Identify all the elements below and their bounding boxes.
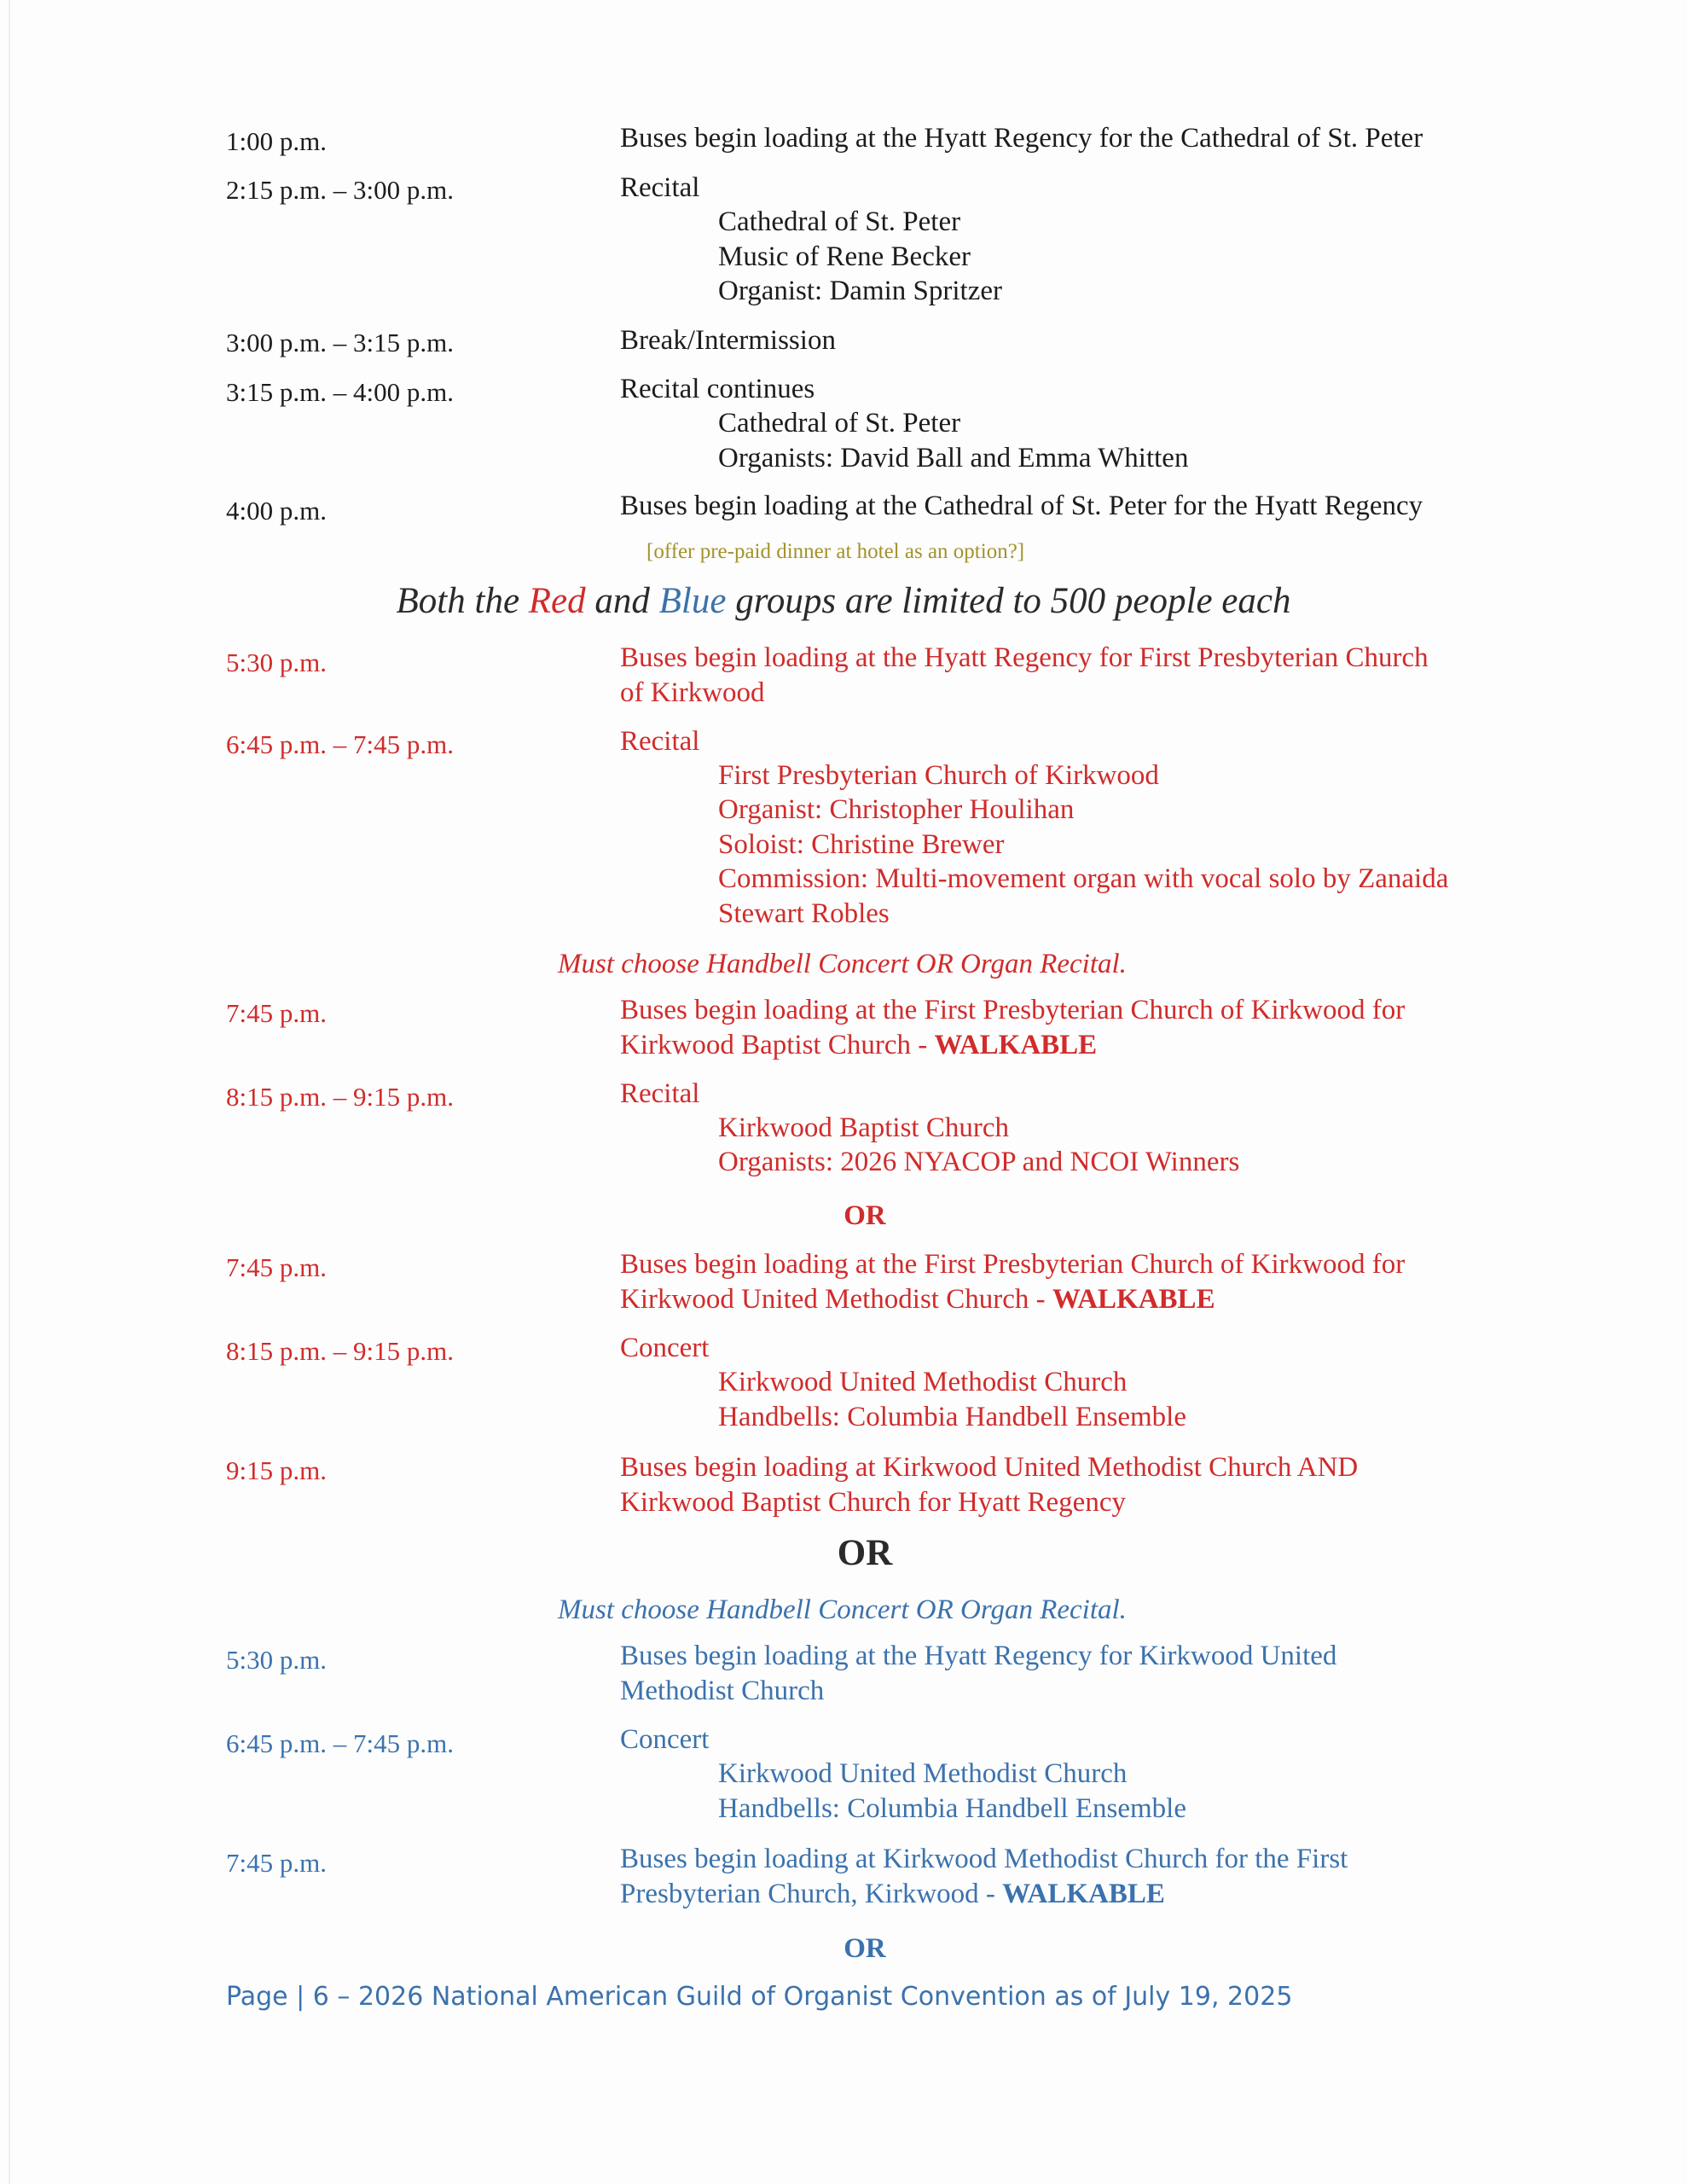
red-event-line: of Kirkwood <box>620 677 765 708</box>
red-event-line: Kirkwood Baptist Church - WALKABLE <box>620 1030 1098 1060</box>
blue-event-detail: Handbells: Columbia Handbell Ensemble <box>718 1793 1186 1824</box>
blue-must-choose: Must choose Handbell Concert OR Organ Recital. <box>558 1594 1127 1625</box>
blue-time: 7:45 p.m. <box>226 1848 327 1878</box>
event-2-detail: Organist: Damin Spritzer <box>718 276 1002 306</box>
time-3: 3:00 p.m. – 3:15 p.m. <box>226 328 454 357</box>
event-4-detail: Organists: David Ball and Emma Whitten <box>718 443 1189 473</box>
walkable-label: WALKABLE <box>934 1030 1098 1060</box>
walkable-label: WALKABLE <box>1002 1879 1165 1909</box>
red-event-line: Buses begin loading at the First Presbyterian Church of Kirkwood for <box>620 1249 1406 1280</box>
red-event-detail: Organist: Christopher Houlihan <box>718 794 1075 825</box>
time-2: 2:15 p.m. – 3:00 p.m. <box>226 175 454 205</box>
red-time: 8:15 p.m. – 9:15 p.m. <box>226 1336 454 1366</box>
red-event-title: Recital <box>620 1078 700 1109</box>
blue-or-divider: OR <box>844 1933 886 1964</box>
group-or-divider: OR <box>837 1533 893 1573</box>
red-event-detail: Commission: Multi-movement organ with vocal solo by Zanaida <box>718 863 1449 894</box>
walkable-label: WALKABLE <box>1052 1284 1215 1315</box>
red-event-detail: Stewart Robles <box>718 898 890 929</box>
event-2-detail: Cathedral of St. Peter <box>718 206 961 237</box>
red-event-title: Concert <box>620 1333 710 1363</box>
event-3-title: Break/Intermission <box>620 325 836 356</box>
blue-event-title: Concert <box>620 1724 710 1755</box>
red-event-line: Buses begin loading at Kirkwood United Methodist Church AND <box>620 1452 1359 1483</box>
red-event-detail: Kirkwood United Methodist Church <box>718 1367 1128 1397</box>
red-time: 7:45 p.m. <box>226 1252 327 1282</box>
blue-event-line: Presbyterian Church, Kirkwood - WALKABLE <box>620 1879 1165 1909</box>
blue-time: 6:45 p.m. – 7:45 p.m. <box>226 1728 454 1758</box>
time-1: 1:00 p.m. <box>226 126 327 156</box>
red-event-line: Buses begin loading at the Hyatt Regency for First Presbyterian Church <box>620 642 1429 673</box>
event-5-title: Buses begin loading at the Cathedral of St. Peter for the Hyatt Regency <box>620 491 1423 521</box>
red-event-detail: Soloist: Christine Brewer <box>718 829 1005 860</box>
editor-note: [offer pre-paid dinner at hotel as an option?] <box>646 540 1025 563</box>
red-event-title: Recital <box>620 726 700 757</box>
event-1-title: Buses begin loading at the Hyatt Regency for the Cathedral of St. Peter <box>620 123 1423 154</box>
red-or-divider: OR <box>844 1200 886 1231</box>
red-time: 5:30 p.m. <box>226 648 327 677</box>
blue-word: Blue <box>658 581 727 621</box>
red-time: 8:15 p.m. – 9:15 p.m. <box>226 1082 454 1112</box>
time-4: 3:15 p.m. – 4:00 p.m. <box>226 377 454 407</box>
red-time: 6:45 p.m. – 7:45 p.m. <box>226 729 454 759</box>
red-event-line: Buses begin loading at the First Presbyterian Church of Kirkwood for <box>620 995 1406 1025</box>
event-2-detail: Music of Rene Becker <box>718 241 971 272</box>
event-4-detail: Cathedral of St. Peter <box>718 408 961 439</box>
red-time: 7:45 p.m. <box>226 998 327 1028</box>
time-5: 4:00 p.m. <box>226 496 327 526</box>
blue-event-detail: Kirkwood United Methodist Church <box>718 1758 1128 1789</box>
red-event-detail: First Presbyterian Church of Kirkwood <box>718 760 1159 791</box>
red-event-line: Kirkwood United Methodist Church - WALKABLE <box>620 1284 1215 1315</box>
event-2-title: Recital <box>620 172 700 203</box>
red-word: Red <box>528 581 586 621</box>
red-event-detail: Organists: 2026 NYACOP and NCOI Winners <box>718 1147 1240 1177</box>
page-edge <box>9 0 10 2184</box>
red-time: 9:15 p.m. <box>226 1455 327 1485</box>
red-event-detail: Kirkwood Baptist Church <box>718 1112 1009 1143</box>
red-must-choose: Must choose Handbell Concert OR Organ Recital. <box>558 949 1127 979</box>
blue-time: 5:30 p.m. <box>226 1645 327 1675</box>
blue-event-line: Buses begin loading at the Hyatt Regency for Kirkwood United <box>620 1641 1337 1671</box>
groups-headline: Both the Red and Blue groups are limited to 500 people each <box>396 581 1291 621</box>
page-footer: Page | 6 – 2026 National American Guild of Organist Convention as of July 19, 2025 <box>226 1982 1293 2012</box>
event-4-title: Recital continues <box>620 374 815 404</box>
red-event-line: Kirkwood Baptist Church for Hyatt Regency <box>620 1487 1126 1518</box>
blue-event-line: Methodist Church <box>620 1676 825 1706</box>
blue-event-line: Buses begin loading at Kirkwood Methodist Church for the First <box>620 1844 1348 1874</box>
red-event-detail: Handbells: Columbia Handbell Ensemble <box>718 1402 1186 1432</box>
